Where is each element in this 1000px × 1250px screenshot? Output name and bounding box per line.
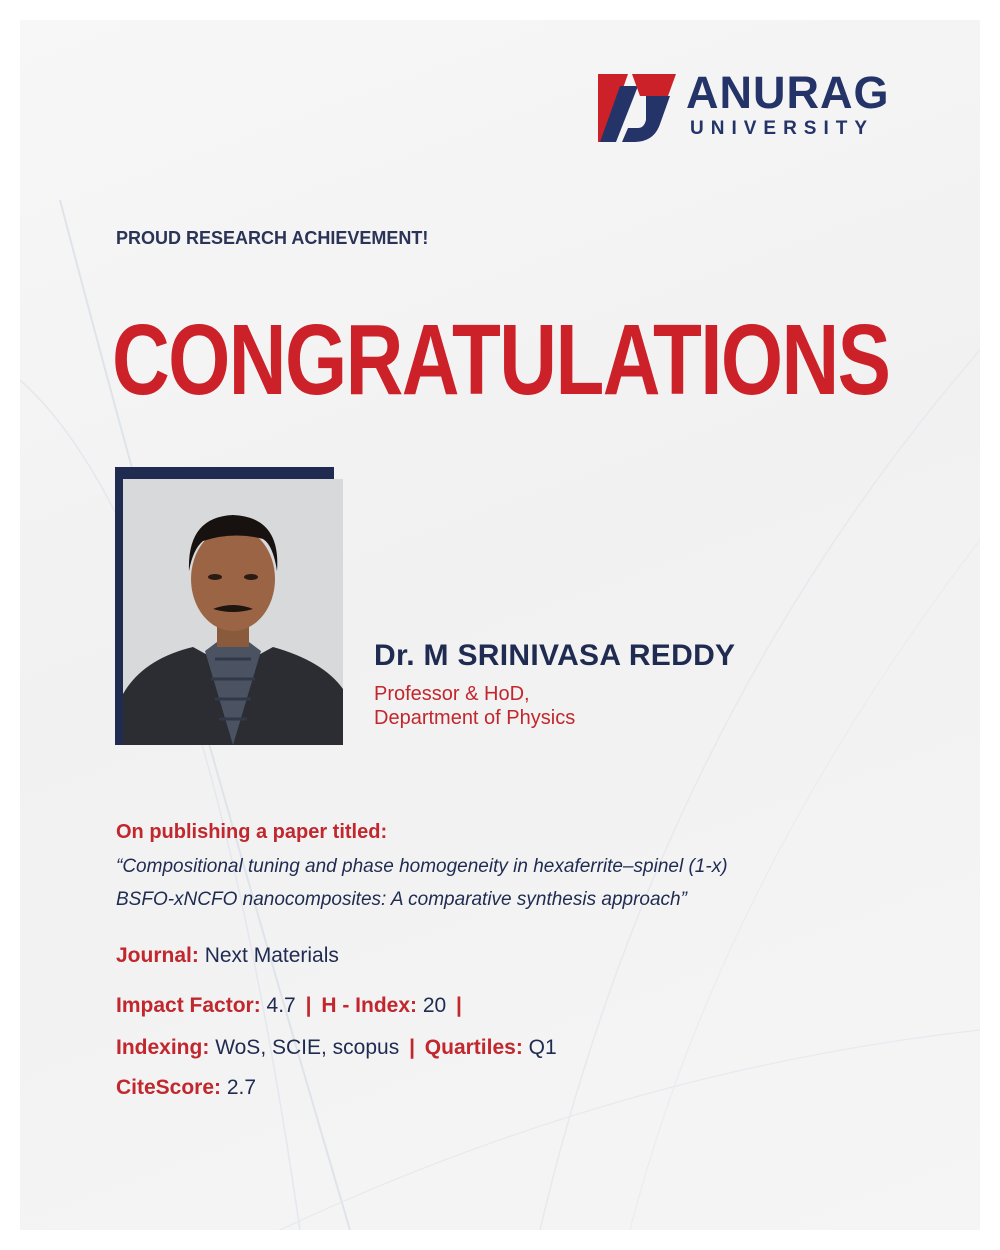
- metrics-row: [116, 992, 466, 1020]
- journal-row: [116, 942, 339, 970]
- anurag-university-logo: [598, 67, 918, 144]
- poster: [20, 20, 980, 1230]
- logo-mark-icon: [598, 74, 676, 142]
- congratulations-heading: CONGRATULATIONS: [112, 304, 890, 416]
- journal-value: Next Materials: [204, 944, 339, 967]
- separator: |: [305, 994, 312, 1017]
- separator: |: [456, 994, 462, 1017]
- h-index-value: 20: [422, 994, 447, 1017]
- person-department: Department of Physics: [374, 707, 576, 729]
- impact-factor-value: 4.7: [266, 994, 296, 1017]
- paper-title-line2: BSFO-xNCFO nanocomposites: A comparative synthesis approach”: [116, 889, 687, 910]
- citescore-value: 2.7: [226, 1076, 257, 1099]
- indexing-label: Indexing:: [116, 1036, 210, 1059]
- quartiles-label: Quartiles:: [424, 1036, 523, 1059]
- person-role: [374, 682, 575, 730]
- paper-title-line1: “Compositional tuning and phase homogeneity in hexaferrite–spinel (1-x): [116, 856, 728, 877]
- citescore-label: CiteScore:: [116, 1076, 222, 1099]
- person-role-title: Professor & HoD,: [374, 683, 530, 705]
- indexing-value: WoS, SCIE, scopus: [215, 1036, 400, 1059]
- person-name: Dr. M SRINIVASA REDDY: [374, 639, 736, 672]
- portrait-photo: [123, 479, 343, 745]
- separator: |: [409, 1036, 415, 1059]
- portrait-illustration: [123, 479, 343, 745]
- indexing-row: [116, 1034, 557, 1062]
- publication-lead: On publishing a paper titled:: [116, 821, 388, 843]
- quartiles-value: Q1: [528, 1036, 557, 1059]
- h-index-label: H - Index:: [321, 994, 417, 1017]
- paper-title: [116, 850, 896, 916]
- logo-subtitle: UNIVERSITY: [690, 118, 875, 139]
- logo-name: ANURAG: [686, 67, 890, 118]
- citescore-row: [116, 1074, 256, 1102]
- journal-label: Journal:: [116, 944, 199, 967]
- impact-factor-label: Impact Factor:: [116, 994, 261, 1017]
- eyebrow-text: PROUD RESEARCH ACHIEVEMENT!: [116, 228, 429, 248]
